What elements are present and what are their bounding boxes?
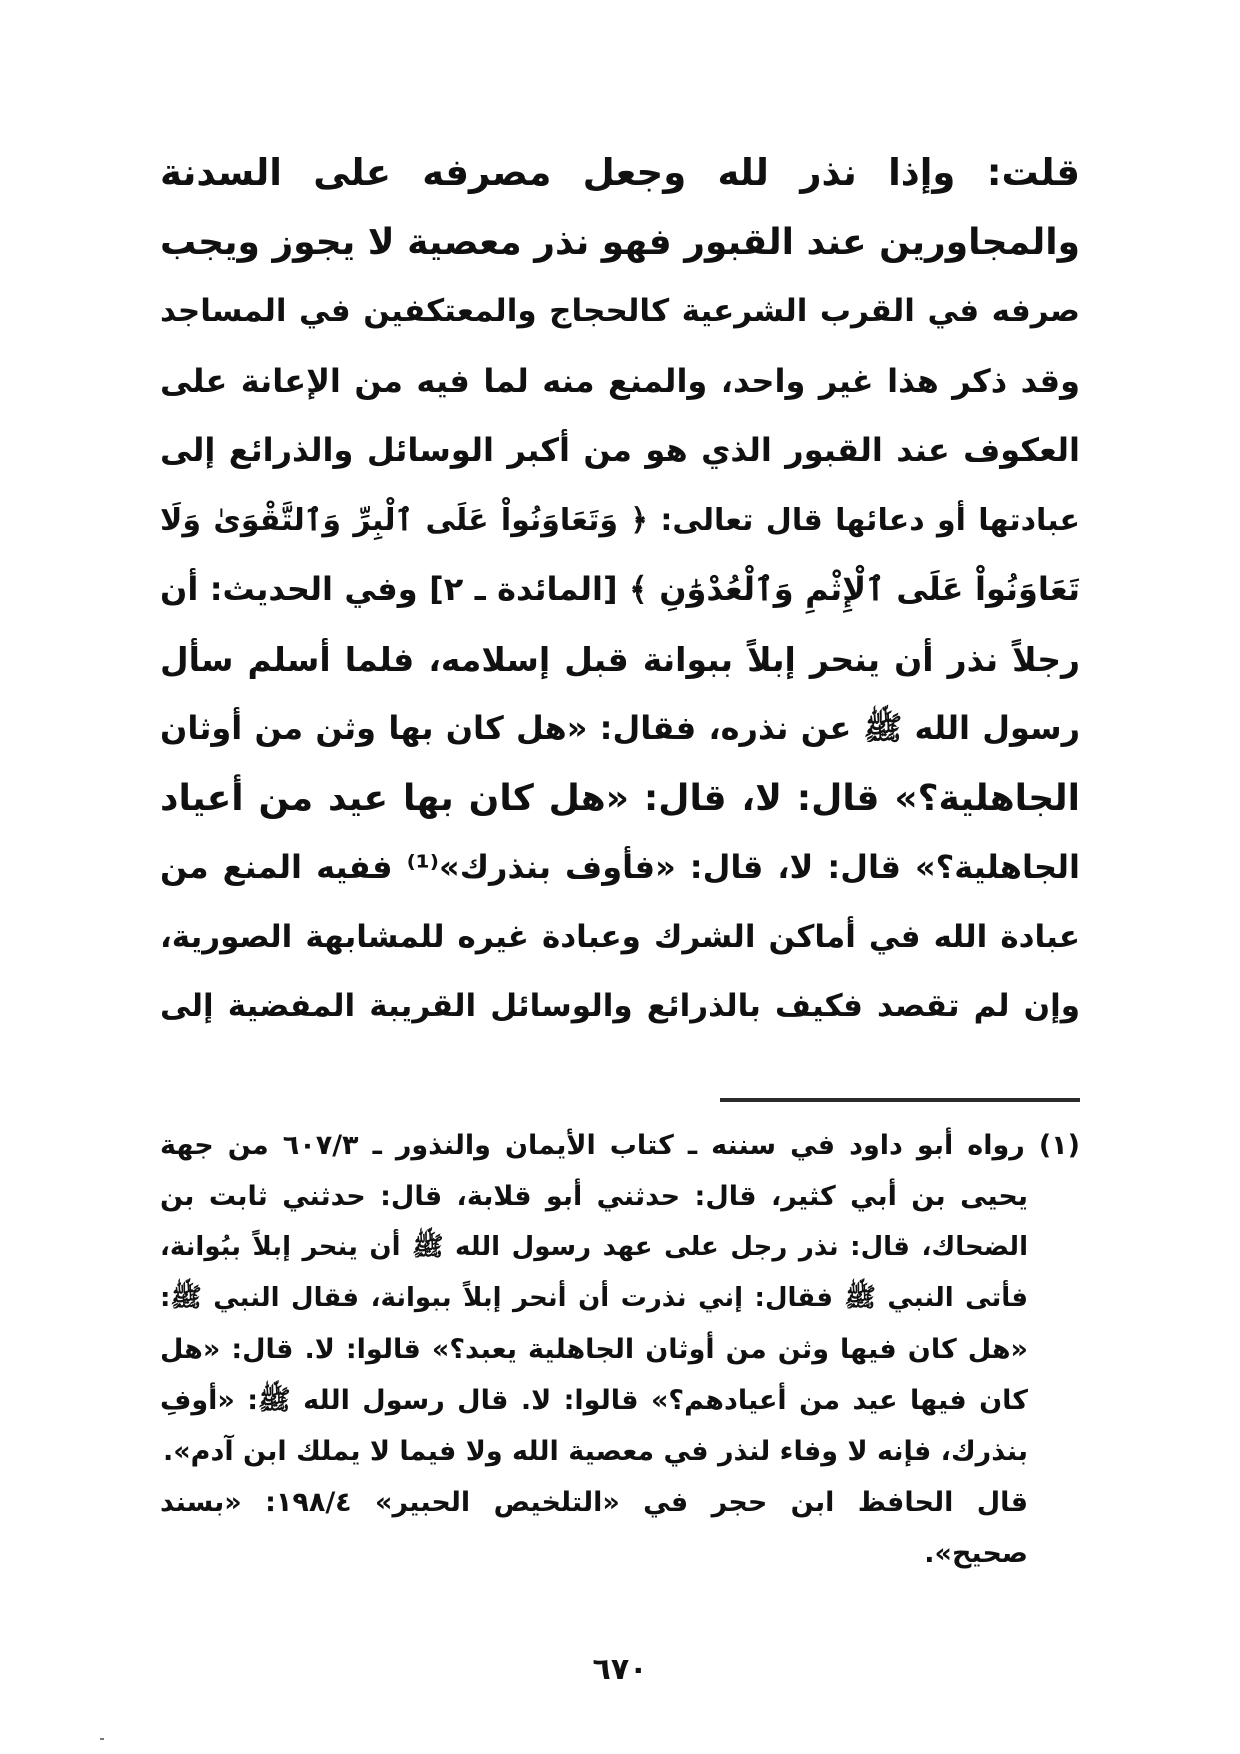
main-body-text (160, 138, 1080, 1042)
body-line: تَعَاوَنُواْ عَلَى ٱلْإِثْمِ وَٱلْعُدْوَٰنِ ﴾ [المائدة ـ ٢] وفي الحديث: أن (160, 570, 1081, 608)
footnote-line: يحيى بن أبي كثير، قال: حدثني أبو قلابة، قال: حدثني ثابت بن (160, 1181, 1028, 1212)
footnote-text (160, 1120, 1080, 1579)
body-line: والمجاورين عند القبور فهو نذر معصية لا يجوز ويجب (159, 221, 1080, 263)
body-line: قلت: وإذا نذر لله وجعل مصرفه على السدنة (160, 151, 1080, 194)
footnote-line: «هل كان فيها وثن من أوثان الجاهلية يعبد؟» قالوا: لا. قال: «هل (160, 1334, 1028, 1365)
footnote-line: كان فيها عيد من أعيادهم؟» قالوا: لا. قال رسول الله ﷺ: «أوفِ (160, 1385, 1028, 1416)
body-line: الجاهلية؟» قال: لا، قال: «هل كان بها عيد من أعياد (160, 777, 1080, 819)
footnote-line: بنذرك، فإنه لا وفاء لنذر في معصية الله ولا فيما لا يملك ابن آدم». (162, 1436, 1028, 1467)
footnote-separator (720, 1098, 1080, 1102)
body-line: صرفه في القرب الشرعية كالحجاج والمعتكفين في المساجد (160, 293, 1080, 329)
footnote-line: (١) رواه أبو داود في سننه ـ كتاب الأيمان والنذور ـ ٦٠٧/٣ من جهة (160, 1130, 1080, 1161)
footnote-line: الضحاك، قال: نذر رجل على عهد رسول الله ﷺ أن ينحر إبلاً ببُوانة، (160, 1232, 1028, 1262)
body-line: عبادة الله في أماكن الشرك وعبادة غيره للمشابهة الصورية، (160, 918, 1080, 955)
body-line: عبادتها أو دعائها قال تعالى: ﴿ وَتَعَاوَنُواْ عَلَى ٱلْبِرِّ وَٱلتَّقْوَىٰ وَلَا (160, 502, 1080, 538)
body-line: الجاهلية؟» قال: لا، قال: «فأوف بنذرك»⁽¹⁾ ففيه المنع من (160, 848, 1080, 886)
page-number: ٦٧٠ (592, 1652, 648, 1687)
body-line: وإن لم تقصد فكيف بالذرائع والوسائل القريبة المفضية إلى (160, 988, 1080, 1024)
body-line: العكوف عند القبور الذي هو من أكبر الوسائل والذرائع إلى (160, 431, 1080, 469)
body-line: وقد ذكر هذا غير واحد، والمنع منه لما فيه من الإعانة على (160, 361, 1080, 400)
footnote-line: قال الحافظ ابن حجر في «التلخيص الحبير» ١٩٨/٤: «بسند (160, 1487, 1028, 1518)
body-line: رسول الله ﷺ عن نذره، فقال: «هل كان بها وثن من أوثان (160, 709, 1080, 747)
footnote-line: صحيح». (924, 1538, 1028, 1569)
footnote-line: فأتى النبي ﷺ فقال: إني نذرت أن أنحر إبلاً ببوانة، فقال النبي ﷺ: (160, 1283, 1028, 1313)
scan-speck (100, 1738, 104, 1740)
body-line: رجلاً نذر أن ينحر إبلاً ببوانة قبل إسلامه، فلما أسلم سأل (160, 639, 1080, 679)
